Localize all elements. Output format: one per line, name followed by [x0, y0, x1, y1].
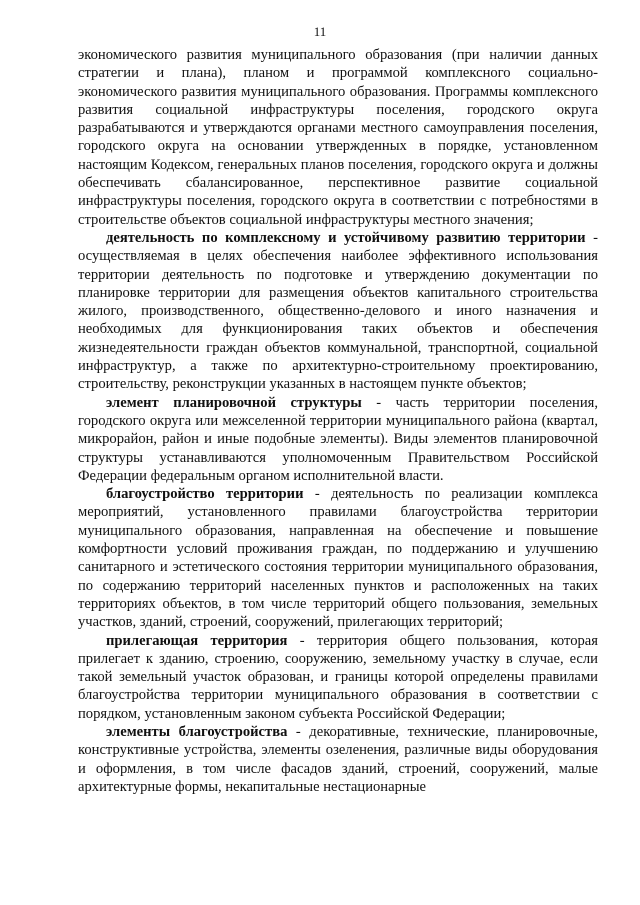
- paragraph-definition: [78, 485, 598, 631]
- document-body: [78, 46, 598, 796]
- page-number: 11: [313, 24, 327, 39]
- definition-text: - часть территории поселения, городского округа или межселенной территории муниципального района (квартал, микрорайон, район и иные подобные элементы). Виды элементов планировочной структуры устанавливаются уполномоченным Правительством Российской Федерации федеральным органом исполнительной власти.: [78, 394, 598, 484]
- paragraph-continuation: [78, 46, 598, 229]
- paragraph-definition: [78, 632, 598, 723]
- defined-term: деятельность по комплексному и устойчивому развитию территории: [106, 229, 586, 246]
- paragraph-definition: [78, 394, 598, 485]
- definition-text: - декоративные, технические, планировочные, конструктивные устройства, элементы озеленения, различные виды оборудования и оформления, в том числе фасадов зданий, строений, сооружений, малые архитектурные формы, некапитальные нестационарные: [78, 723, 598, 795]
- defined-term: благоустройство территории: [106, 486, 304, 503]
- paragraph-definition: [78, 229, 598, 394]
- definition-text: - осуществляемая в целях обеспечения наиболее эффективного использования территории деятельность по подготовке и утверждению документации по планировке территории для размещения объектов капитального строительства жилого, производственного, общественно-делового и иного назначения и необходимых для функционирования таких объектов и обеспечения жизнедеятельности граждан объектов коммунальной, транспортной, социальной инфраструктур, а также по архитектурно-строительному проектированию, строительству, реконструкции указанных в настоящем пункте объектов;: [78, 229, 598, 393]
- paragraph-definition: [78, 723, 598, 796]
- defined-term: прилегающая территория: [106, 632, 288, 649]
- defined-term: элемент планировочной структуры: [106, 394, 362, 411]
- definition-text: - территория общего пользования, которая прилегает к зданию, строению, сооружению, земельному участку в случае, если такой земельный участок образован, и границы которой определены правилами благоустройства территории муниципального образования в соответствии с порядком, установленным законом субъекта Российской Федерации;: [78, 632, 598, 722]
- definition-text: - деятельность по реализации комплекса мероприятий, установленного правилами благоустройства территории муниципального образования, направленная на обеспечение и повышение комфортности условий проживания граждан, по поддержанию и улучшению санитарного и эстетического состояния территории муниципального образования, по содержанию территорий населенных пунктов и расположенных на таких территориях объектов, в том числе территорий общего пользования, земельных участков, зданий, строений, сооружений, прилегающих территорий;: [78, 486, 598, 631]
- paragraph-text: экономического развития муниципального образования (при наличии данных стратегии и плана), планом и программой комплексного социально-экономического развития муниципального образования. Программы комплексного развития социальной инфраструктуры поселения, городского округа разрабатываются и утверждаются органами местного самоуправления поселения, городского округа на основании утвержденных в порядке, установленном настоящим Кодексом, генеральных планов поселения, городского округа и должны обеспечивать сбалансированное, перспективное развитие социальной инфраструктуры поселения, городского округа в соответствии с потребностями в строительстве объектов социальной инфраструктуры местного значения;: [78, 47, 598, 228]
- defined-term: элементы благоустройства: [106, 723, 288, 740]
